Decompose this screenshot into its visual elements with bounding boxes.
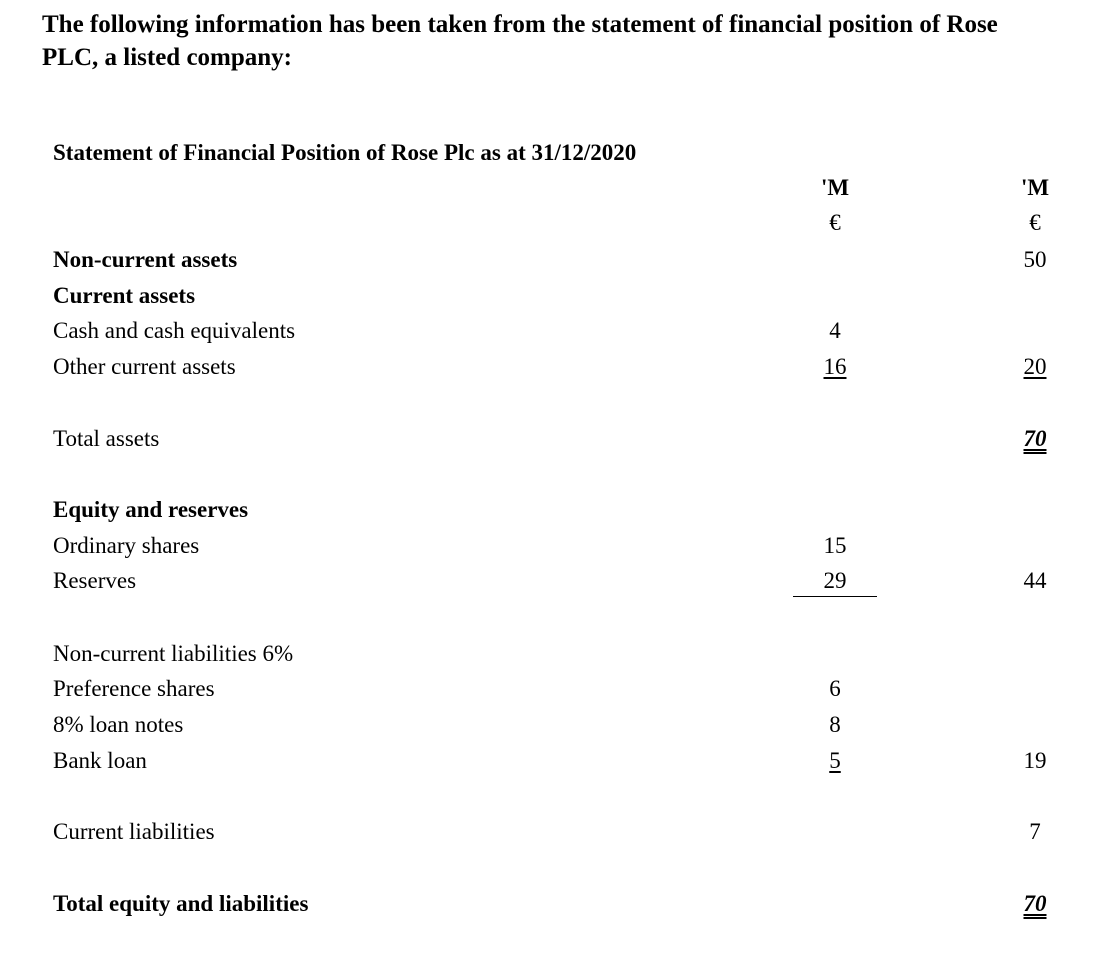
row-label-non-current-assets: Non-current assets xyxy=(53,247,238,272)
value-current-assets-total: 20 xyxy=(1023,354,1047,379)
value-total-equity-and-liabilities: 70 xyxy=(1023,891,1047,916)
value-total-equity-and-liabilities-cell xyxy=(980,889,1090,919)
row-label-current-liabilities: Current liabilities xyxy=(53,819,215,844)
row-label-bank-loan: Bank loan xyxy=(53,748,147,773)
statement-title: Statement of Financial Position of Rose Plc as at 31/12/2020 xyxy=(53,140,637,165)
value-non-current-assets: 50 xyxy=(1023,247,1047,272)
value-other-current-assets-cell xyxy=(780,352,890,382)
value-preference-shares: 6 xyxy=(829,676,841,701)
row-label-other-current-assets: Other current assets xyxy=(53,354,236,379)
value-reserves: 29 xyxy=(823,568,847,593)
value-bank-loan: 5 xyxy=(829,748,841,773)
column-1-unit-header: 'M xyxy=(820,175,850,200)
value-non-current-liabilities-total: 19 xyxy=(1023,748,1047,773)
row-label-total-equity-and-liabilities: Total equity and liabilities xyxy=(53,891,309,916)
row-label-reserves: Reserves xyxy=(53,568,137,593)
equity-subtotal-rule xyxy=(793,596,877,597)
row-label-cash: Cash and cash equivalents xyxy=(53,318,296,343)
value-loan-notes: 8 xyxy=(829,712,841,737)
value-current-assets-total-cell xyxy=(980,352,1090,382)
value-equity-total: 44 xyxy=(1023,568,1047,593)
column-1-currency-header: € xyxy=(829,210,841,235)
column-2-currency-header: € xyxy=(1029,210,1041,235)
row-label-total-assets: Total assets xyxy=(53,426,160,451)
value-current-liabilities: 7 xyxy=(1029,819,1041,844)
value-ordinary-shares: 15 xyxy=(823,533,847,558)
row-label-loan-notes: 8% loan notes xyxy=(53,712,184,737)
value-total-assets-cell xyxy=(980,424,1090,454)
value-cash: 4 xyxy=(829,318,841,343)
row-label-non-current-liabilities: Non-current liabilities 6% xyxy=(53,641,294,666)
value-bank-loan-cell xyxy=(780,746,890,776)
intro-text: The following information has been taken from the statement of financial position of Rose PLC, a listed company: xyxy=(42,11,998,71)
value-other-current-assets: 16 xyxy=(823,354,847,379)
row-label-preference-shares: Preference shares xyxy=(53,676,215,701)
row-label-ordinary-shares: Ordinary shares xyxy=(53,533,200,558)
column-2-unit-header: 'M xyxy=(1020,175,1050,200)
row-label-current-assets: Current assets xyxy=(53,283,196,308)
row-label-equity-and-reserves: Equity and reserves xyxy=(53,497,249,522)
value-total-assets: 70 xyxy=(1023,426,1047,451)
